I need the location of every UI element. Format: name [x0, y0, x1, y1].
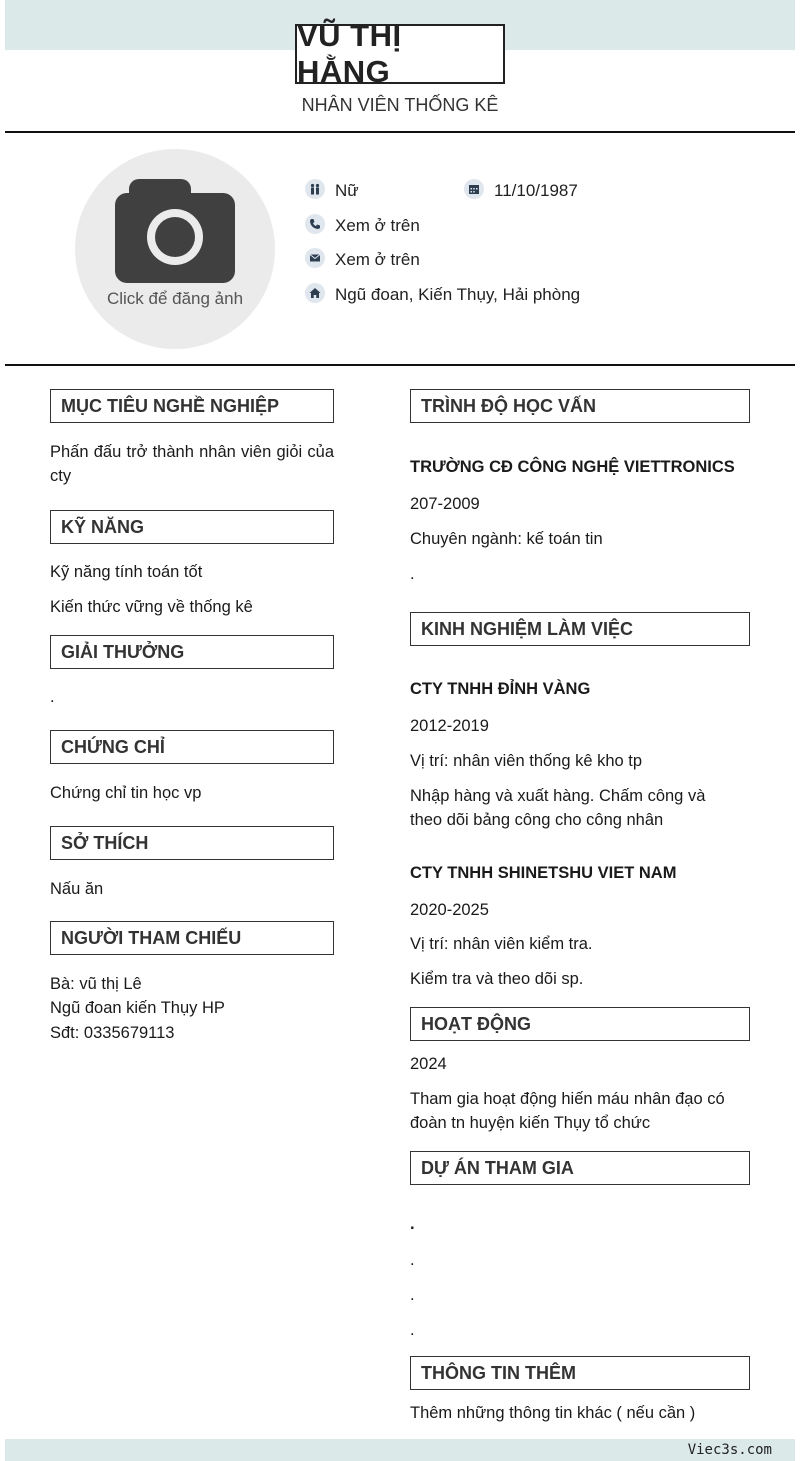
reference-line: Bà: vũ thị Lê [50, 975, 142, 993]
job-position: Vị trí: nhân viên thống kê kho tp [410, 752, 643, 770]
camera-icon [115, 179, 235, 283]
project-line: . [410, 1251, 415, 1269]
job-years: 2012-2019 [410, 717, 489, 735]
activity-description: Tham gia hoạt động hiến máu nhân đạo có đoàn tn huyện kiến Thụy tổ chức [410, 1090, 725, 1132]
email-icon [305, 248, 325, 268]
job-description: Kiểm tra và theo dõi sp. [410, 970, 584, 988]
calendar-icon [464, 179, 484, 199]
education-major: Chuyên ngành: kế toán tin [410, 530, 603, 548]
awards-text: . [50, 688, 55, 706]
divider [5, 364, 795, 366]
company-name: CTY TNHH SHINETSHU VIET NAM [410, 864, 677, 882]
job-description: Nhập hàng và xuất hàng. Chấm công và theo dõi bảng công cho công nhân [410, 787, 706, 829]
gender-value: Nữ [335, 181, 359, 200]
project-line: . [410, 1286, 415, 1304]
job-title: NHÂN VIÊN THỐNG KÊ [301, 95, 499, 115]
phone-value: Xem ở trên [335, 216, 420, 235]
extra-info-text: Thêm những thông tin khác ( nếu cần ) [410, 1404, 696, 1422]
job-years: 2020-2025 [410, 901, 489, 919]
extra-info-heading: THÔNG TIN THÊM [410, 1356, 750, 1390]
company-name: CTY TNHH ĐỈNH VÀNG [410, 680, 591, 698]
address-value: Ngũ đoan, Kiến Thụy, Hải phòng [335, 285, 581, 304]
references-heading: NGƯỜI THAM CHIẾU [50, 921, 334, 955]
divider [5, 131, 795, 133]
avatar-upload[interactable] [75, 149, 275, 349]
education-years: 207-2009 [410, 495, 480, 513]
skills-heading: KỸ NĂNG [50, 510, 334, 544]
education-heading: TRÌNH ĐỘ HỌC VẤN [410, 389, 750, 423]
job-position: Vị trí: nhân viên kiểm tra. [410, 935, 593, 953]
birthday-value: 11/10/1987 [494, 181, 578, 200]
activities-heading: HOẠT ĐỘNG [410, 1007, 750, 1041]
gender-icon [305, 179, 325, 199]
school-name: TRƯỜNG CĐ CÔNG NGHỆ VIETTRONICS [410, 458, 735, 476]
objective-text: Phấn đấu trở thành nhân viên giỏi của cty [50, 443, 334, 485]
reference-line: Ngũ đoan kiến Thụy HP [50, 999, 225, 1017]
project-line: . [410, 1321, 415, 1339]
reference-line: Sđt: 0335679113 [50, 1024, 175, 1042]
projects-heading: DỰ ÁN THAM GIA [410, 1151, 750, 1185]
activity-year: 2024 [410, 1055, 447, 1073]
skill-item: Kỹ năng tính toán tốt [50, 563, 203, 581]
project-line: . [410, 1215, 415, 1233]
hobbies-heading: SỞ THÍCH [50, 826, 334, 860]
hobbies-text: Nấu ăn [50, 880, 104, 898]
certificates-text: Chứng chỉ tin học vp [50, 784, 202, 802]
education-note: . [410, 565, 415, 583]
certificates-heading: CHỨNG CHỈ [50, 730, 334, 764]
experience-heading: KINH NGHIỆM LÀM VIỆC [410, 612, 750, 646]
objective-heading: MỤC TIÊU NGHỀ NGHIỆP [50, 389, 334, 423]
brand-link[interactable]: Viec3s.com [687, 1442, 772, 1458]
footer-band [5, 1439, 795, 1461]
candidate-name: VŨ THỊ HẰNG [295, 24, 505, 84]
avatar-caption: Click để đăng ảnh [106, 289, 244, 308]
email-value: Xem ở trên [335, 250, 420, 269]
phone-icon [305, 214, 325, 234]
home-icon [305, 283, 325, 303]
skill-item: Kiến thức vững về thống kê [50, 598, 253, 616]
awards-heading: GIẢI THƯỞNG [50, 635, 334, 669]
